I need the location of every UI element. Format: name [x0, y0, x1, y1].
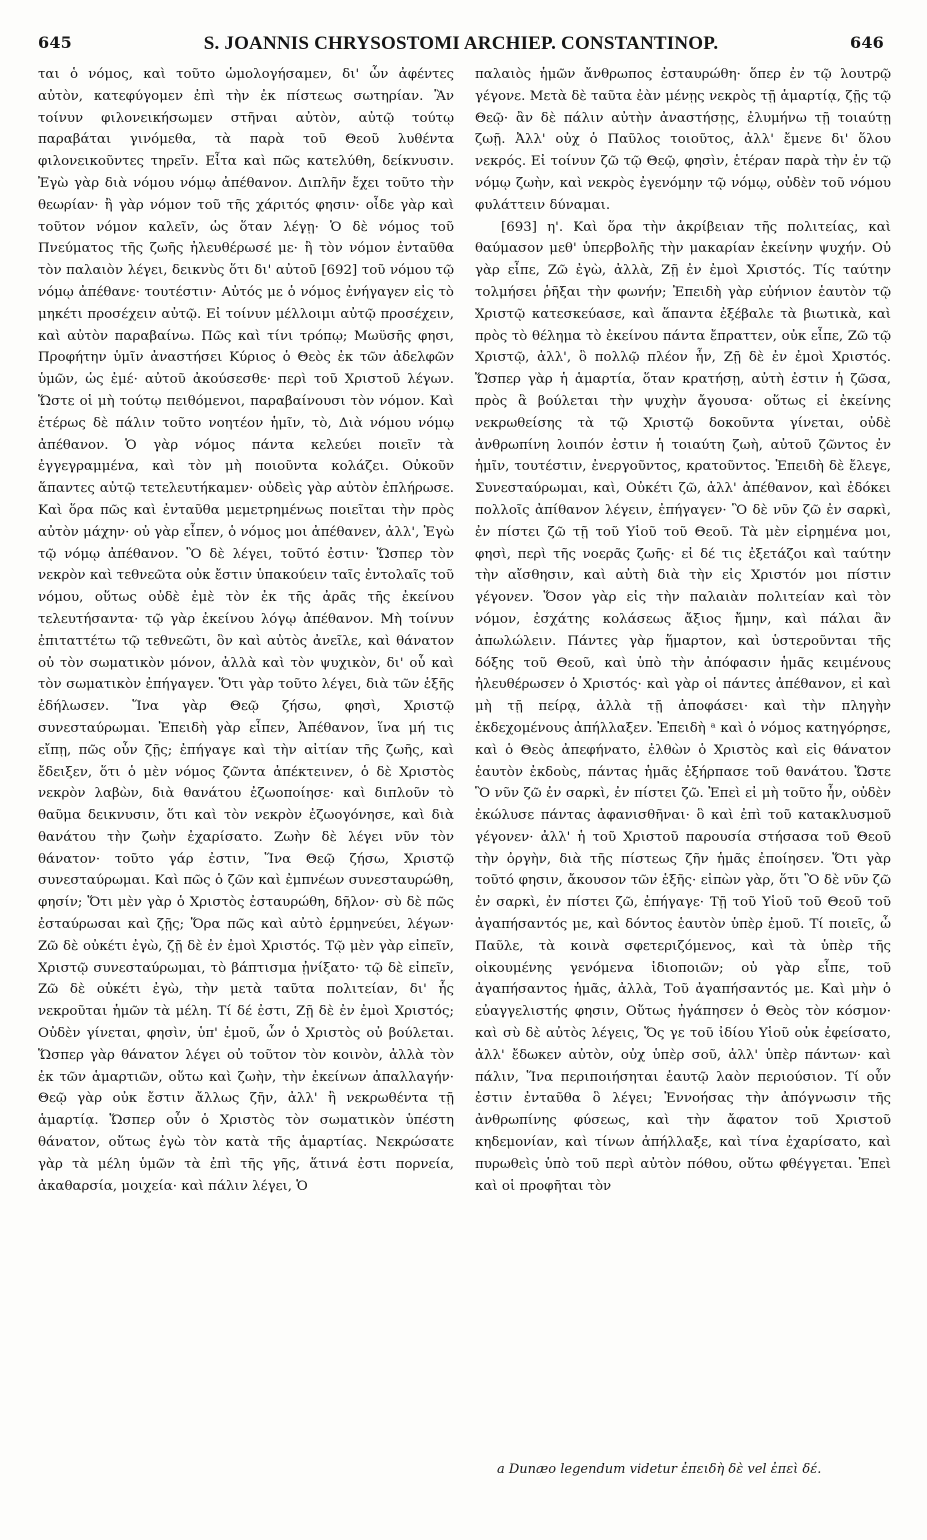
right-column — [475, 64, 891, 1484]
page-number-left: 645 — [38, 33, 72, 52]
running-title: S. JOANNIS CHRYSOSTOMI ARCHIEP. CONSTANTINOP. — [203, 33, 719, 54]
running-header — [38, 33, 884, 57]
paragraph: ται ὁ νόμος, καὶ τοῦτο ὡμολογήσαμεν, δι' ὧν ἀφέντες αὐτὸν, κατεφύγομεν ἐπὶ τὴν ἐκ πίστεως σωτηρίαν. Ἂν τοίνυν φιλονεικήσωμεν στῆναι αὐτὸν, αὐτῷ τούτῳ παραβάται γινόμεθα, τὰ παρὰ τοῦ Θεοῦ λυθέντα φιλονεικοῦντες τηρεῖν. Εἶτα καὶ πῶς κατελύθη, δείκνυσιν. Ἐγὼ γὰρ διὰ νόμου νόμῳ ἀπέθανον. Διπλῆν ἔχει τοῦτο τὴν θεωρίαν· ἢ γὰρ νόμον τοῦ τῆς χάριτός φησιν· οἶδε γὰρ καὶ τοῦτον νόμον καλεῖν, ὡς ὅταν λέγῃ· Ὁ δὲ νόμος τοῦ Πνεύματος τῆς ζωῆς ἠλευθέρωσέ με· ἢ τὸν νόμον ἐνταῦθα τὸν παλαιὸν λέγει, δεικνὺς ὅτι δι' αὐτοῦ [692] τοῦ νόμου τῷ νόμῳ ἀπέθανε· τουτέστιν· Αὐτός με ὁ νόμος ἐνήγαγεν εἰς τὸ μηκέτι προσέχειν αὐτῷ. Εἰ τοίνυν μέλλοιμι αὐτῷ προσέχειν, καὶ αὐτὸν παραβαίνω. Πῶς καὶ τίνι τρόπῳ; Μωϋσῆς φησι, Προφήτην ὑμῖν ἀναστήσει Κύριος ὁ Θεὸς ἐκ τῶν ἀδελφῶν ὑμῶν, ὡς ἐμέ· αὐτοῦ ἀκούσεσθε· περὶ τοῦ Χριστοῦ λέγων. Ὥστε οἱ μὴ τούτῳ πειθόμενοι, παραβαίνουσι τὸν νόμον. Καὶ ἑτέρως δὲ πάλιν τοῦτο νοητέον ἡμῖν, τὸ, Διὰ νόμου νόμῳ ἀπέθανον. Ὁ γὰρ νόμος πάντα κελεύει ποιεῖν τὰ ἐγγεγραμμένα, καὶ τὸν μὴ ποιοῦντα κολάζει. Οὐκοῦν ἅπαντες αὐτῷ τετελευτήκαμεν· οὐδεὶς γὰρ αὐτὸν ἐπλήρωσε. Καὶ ὅρα πῶς καὶ ἐνταῦθα μεμετρημένως ποιεῖται τὴν πρὸς αὐτὸν μάχην· οὐ γὰρ εἶπεν, ὁ νόμος μοι ἀπέθανεν, ἀλλ', Ἐγὼ τῷ νόμῳ ἀπέθανον. Ὃ δὲ λέγει, τοῦτό ἐστιν· Ὥσπερ τὸν νεκρὸν καὶ τεθνεῶτα οὐκ ἔστιν ὑπακούειν ταῖς ἐντολαῖς τοῦ νόμου, οὕτως οὐδὲ ἐμὲ τὸν ἐκ τῆς ἀρᾶς τῆς ἐκείνου τελευτήσαντα· τῷ γὰρ ἐκείνου λόγῳ ἀπέθανον. Μὴ τοίνυν ἐπιταττέτω τῷ τεθνεῶτι, ὃν καὶ αὐτὸς ἀνεῖλε, καὶ θάνατον οὐ τὸν σωματικὸν μόνον, ἀλλὰ καὶ τὸν ψυχικὸν, δι' οὗ καὶ τὸν σωματικὸν ἐπήγαγεν. Ὅτι γὰρ τοῦτο λέγει, διὰ τῶν ἑξῆς ἐδήλωσεν. Ἵνα γὰρ Θεῷ ζήσω, φησὶ, Χριστῷ συνεσταύρωμαι. Ἐπειδὴ γὰρ εἶπεν, Ἀπέθανον, ἵνα μή τις εἴπῃ, πῶς οὖν ζῇς; ἐπήγαγε καὶ τὴν αἰτίαν τῆς ζωῆς, καὶ ἔδειξεν, ὅτι ὁ μὲν νόμος ζῶντα ἀπέκτεινεν, ὁ δὲ Χριστὸς νεκρὸν λαβὼν, διὰ θανάτου ἐζωοποίησε· καὶ διπλοῦν τὸ θαῦμα δεικνυσιν, ὅτι καὶ τὸν νεκρὸν ἐζωογόνησε, καὶ διὰ θανάτου τὴν ζωὴν ἐχαρίσατο. Ζωὴν δὲ λέγει νῦν τὸν θάνατον· τοῦτο γάρ ἐστιν, Ἵνα Θεῷ ζήσω, Χριστῷ συνεσταύρωμαι. Καὶ πῶς ὁ ζῶν καὶ ἐμπνέων συνεσταυρώθη, φησίν; Ὅτι μὲν γὰρ ὁ Χριστὸς ἐσταυρώθη, δῆλον· σὺ δὲ πῶς ἐσταύρωσαι καὶ ζῇς; Ὅρα πῶς καὶ αὐτὸ ἑρμηνεύει, λέγων· Ζῶ δὲ οὐκέτι ἐγὼ, ζῇ δὲ ἐν ἐμοὶ Χριστός. Τῷ μὲν γὰρ εἰπεῖν, Χριστῷ συνεσταύρωμαι, τὸ βάπτισμα ᾐνίξατο· τῷ δὲ εἰπεῖν, Ζῶ δὲ οὐκέτι ἐγὼ, τὴν μετὰ ταῦτα πολιτείαν, δι' ἧς νεκροῦται ἡμῶν τὰ μέλη. Τί δέ ἐστι, Ζῇ δὲ ἐν ἐμοὶ Χριστός; Οὐδὲν γίνεται, φησὶν, ὑπ' ἐμοῦ, ὧν ὁ Χριστὸς οὐ βούλεται. Ὥσπερ γὰρ θάνατον λέγει οὐ τοῦτον τὸν κοινὸν, ἀλλὰ τὸν ἐκ τῶν ἁμαρτιῶν, οὕτω καὶ ζωὴν, τὴν ἐκείνων ἀπαλλαγήν· Θεῷ γὰρ οὐκ ἔστιν ἄλλως ζῆν, ἀλλ' ἢ νεκρωθέντα τῇ ἁμαρτίᾳ. Ὥσπερ οὖν ὁ Χριστὸς τὸν σωματικὸν ὑπέστη θάνατον, οὕτως ἐγὼ τὸν κατὰ τῆς ἁμαρτίας. Νεκρώσατε γὰρ τὰ μέλη ὑμῶν τὰ ἐπὶ τῆς γῆς, ἅτινά ἐστι πορνεία, ἀκαθαρσία, μοιχεία· καὶ πάλιν λέγει, Ὁ — [38, 67, 454, 1194]
left-column — [38, 64, 454, 1484]
paragraph: [693] η'. Καὶ ὅρα τὴν ἀκρίβειαν τῆς πολιτείας, καὶ θαύμασον μεθ' ὑπερβολῆς τὴν μακαρίαν ἐκείνην ψυχήν. Οὐ γὰρ εἶπε, Ζῶ ἐγὼ, ἀλλὰ, Ζῇ ἐν ἐμοὶ Χριστός. Τίς ταύτην τολμήσει ῥῆξαι τὴν φωνήν; Ἐπειδὴ γὰρ εὐήνιον ἑαυτὸν τῷ Χριστῷ κατεσκεύασε, καὶ ἅπαντα ἐξέβαλε τὰ βιωτικὰ, καὶ πρὸς τὸ θέλημα τὸ ἐκείνου πάντα ἔπραττεν, οὐκ εἶπε, Ζῶ τῷ Χριστῷ, ἀλλ', ὃ πολλῷ πλέον ἦν, Ζῇ δὲ ἐν ἐμοὶ Χριστός. Ὥσπερ γὰρ ἡ ἁμαρτία, ὅταν κρατήσῃ, αὐτὴ ἐστιν ἡ ζῶσα, πρὸς ἃ βούλεται τὴν ψυχὴν ἄγουσα· οὕτως εἰ ἐκείνης νεκρωθείσης τὰ τῷ Χριστῷ δοκοῦντα γίνεται, οὐδὲ ἀνθρωπίνη λοιπόν ἐστιν ἡ τοιαύτη ζωὴ, αὐτοῦ ζῶντος ἐν ἡμῖν, τουτέστιν, ἐνεργοῦντος, κρατοῦντος. Ἐπειδὴ δὲ ἔλεγε, Συνεσταύρωμαι, καὶ, Οὐκέτι ζῶ, ἀλλ' ἀπέθανον, καὶ ἐδόκει πολλοῖς ἀπίθανον λέγειν, ἐπήγαγεν· Ὃ δὲ νῦν ζῶ ἐν σαρκὶ, ἐν πίστει ζῶ τῇ τοῦ Υἱοῦ τοῦ Θεοῦ. Τὰ μὲν εἰρημένα μοι, φησὶ, περὶ τῆς νοερᾶς ζωῆς· εἰ δέ τις ἐξετάζοι καὶ ταύτην τὴν αἴσθησιν, καὶ αὐτὴ διὰ τὴν εἰς Χριστόν μοι πίστιν γέγονεν. Ὅσον γὰρ εἰς τὴν παλαιὰν πολιτείαν καὶ τὸν νόμον, ἐσχάτης κολάσεως ἄξιος ἤμην, καὶ πάλαι ἂν ἀπωλώλειν. Πάντες γὰρ ἥμαρτον, καὶ ὑστεροῦνται τῆς δόξης τοῦ Θεοῦ, καὶ ὑπὸ τὴν ἀπόφασιν ἡμᾶς κειμένους ἠλευθέρωσεν ὁ Χριστός· καὶ γὰρ οἱ πάντες ἀπέθανον, εἰ καὶ μὴ τῇ πείρᾳ, ἀλλὰ τῇ ἀποφάσει· καὶ τὴν πληγὴν ἐκδεχομένους ἀπήλλαξεν. Ἐπειδὴ ᵃ καὶ ὁ νόμος κατηγόρησε, καὶ ὁ Θεὸς ἀπεφήνατο, ἐλθὼν ὁ Χριστὸς καὶ εἰς θάνατον ἑαυτὸν ἐκδοὺς, πάντας ἡμᾶς ἐξήρπασε τοῦ θανάτου. Ὥστε Ὃ νῦν ζῶ ἐν σαρκὶ, ἐν πίστει ζῶ. Ἐπεὶ εἰ μὴ τοῦτο ἦν, οὐδὲν ἐκώλυσε πάντας ἀφανισθῆναι· ὃ καὶ ἐπὶ τοῦ κατακλυσμοῦ γέγονεν· ἀλλ' ἡ τοῦ Χριστοῦ παρουσία στήσασα τοῦ Θεοῦ τὴν ὀργὴν, διὰ τῆς πίστεως ζῆν ἡμᾶς ἐποίησεν. Ὅτι γὰρ τοῦτό φησιν, ἄκουσον τῶν ἑξῆς· εἰπὼν γὰρ, ὅτι Ὃ δὲ νῦν ζῶ ἐν σαρκὶ, ἐν πίστει ζῶ, ἐπήγαγε· Τῇ τοῦ Υἱοῦ τοῦ Θεοῦ τοῦ ἀγαπήσαντός με, καὶ δόντος ἑαυτὸν ὑπὲρ ἐμοῦ. Τί ποιεῖς, ὦ Παῦλε, τὰ κοινὰ σφετεριζόμενος, καὶ τὰ ὑπὲρ τῆς οἰκουμένης γενόμενα ἰδιοποιῶν; οὐ γὰρ εἶπε, τοῦ ἀγαπήσαντος ἡμᾶς, ἀλλὰ, Τοῦ ἀγαπήσαντός με. Καὶ μὴν ὁ εὐαγγελιστής φησιν, Οὕτως ἠγάπησεν ὁ Θεὸς τὸν κόσμον· καὶ σὺ δὲ αὐτὸς λέγεις, Ὅς γε τοῦ ἰδίου Υἱοῦ οὐκ ἐφείσατο, ἀλλ' ἔδωκεν αὐτὸν, οὐχ ὑπὲρ σοῦ, ἀλλ' ὑπὲρ πάντων· καὶ πάλιν, Ἵνα περιποιήσηται ἑαυτῷ λαὸν περιούσιον. Τί οὖν ἐστιν ἐνταῦθα ὃ λέγει; Ἐννοήσας τὴν ἀπόγνωσιν τῆς ἀνθρωπίνης φύσεως, καὶ τὴν ἄφατον τοῦ Χριστοῦ κηδεμονίαν, καὶ τίνων ἀπήλλαξε, καὶ τίνα ἐχαρίσατο, καὶ πυρωθεὶς ὑπὸ τοῦ περὶ αὐτὸν πόθου, οὕτω φθέγγεται. Ἐπεὶ καὶ οἱ προφῆται τὸν — [475, 219, 891, 1194]
footnote: a Dunæo legendum videtur ἐπειδὴ δὲ vel ἐπεὶ δέ. — [497, 1462, 822, 1477]
page-number-right: 646 — [850, 33, 884, 52]
paragraph: παλαιὸς ἡμῶν ἄνθρωπος ἐσταυρώθη· ὅπερ ἐν τῷ λουτρῷ γέγονε. Μετὰ δὲ ταῦτα ἐὰν μένῃς νεκρὸς τῇ ἁμαρτίᾳ, ζῇς τῷ Θεῷ· ἂν δὲ πάλιν αὐτὴν ἀναστήσῃς, ἐλυμήνω τῇ τοιαύτῃ ζωῇ. Ἀλλ' οὐχ ὁ Παῦλος τοιοῦτος, ἀλλ' ἔμενε δι' ὅλου νεκρός. Εἰ τοίνυν ζῶ τῷ Θεῷ, φησὶν, ἑτέραν παρὰ τὴν ἐν τῷ νόμῳ ζωὴν, καὶ νεκρὸς ἐγενόμην τῷ νόμῳ, οὐδὲν τοῦ νόμου φυλάττειν δύναμαι. — [475, 67, 891, 213]
